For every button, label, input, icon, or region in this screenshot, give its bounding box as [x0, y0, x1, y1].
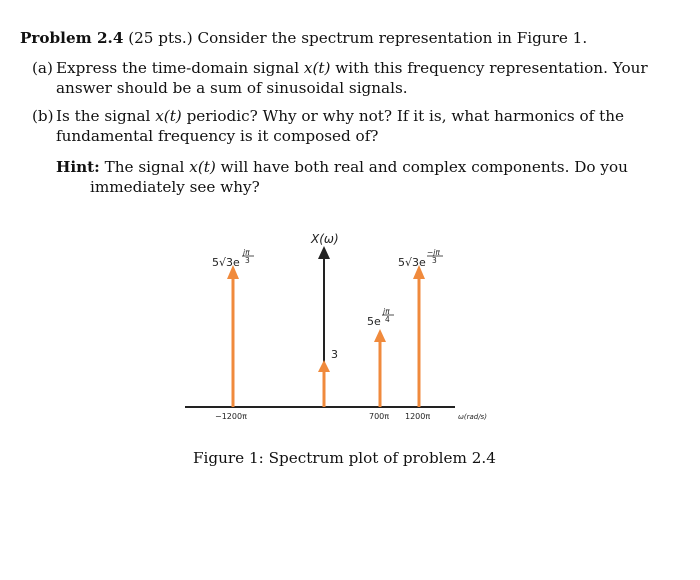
label-dc: 3	[331, 348, 338, 361]
label-1200-den: 3	[432, 256, 437, 265]
part-b-label: (b)	[32, 107, 54, 125]
label-neg1200-exp: jπ	[243, 248, 250, 257]
problem-number: Problem 2.4	[20, 29, 124, 47]
hint-signal: x(t)	[189, 158, 216, 176]
tick-neg1200: −1200π	[215, 412, 247, 421]
part-b-text-post: periodic? Why or why not? If it is, what harmonics of the fundamental frequency is it composed of?	[56, 107, 625, 145]
label-1200-exp: −jπ	[427, 248, 440, 257]
y-axis-label: X(ω)	[311, 232, 339, 246]
y-axis-arrow-icon	[318, 246, 330, 259]
figure-caption: Figure 1: Spectrum plot of problem 2.4	[193, 449, 496, 467]
tick-700: 700π	[369, 412, 390, 421]
label-neg1200-den: 3	[245, 256, 250, 265]
impulse-dc-arrow-icon	[318, 360, 330, 372]
part-a-label: (a)	[32, 59, 53, 77]
hint-text-pre: The signal	[99, 158, 190, 176]
label-1200-main: 5√3e	[398, 256, 426, 269]
tick-1200: 1200π	[405, 412, 431, 421]
label-700-main: 5e	[367, 315, 381, 328]
part-a-signal: x(t)	[303, 59, 331, 77]
x-axis-label: ω(rad/s)	[458, 413, 487, 421]
hint-label: Hint:	[56, 158, 100, 176]
hint-text-post: will have both real and complex components. Do you immediately see why?	[90, 158, 628, 196]
impulse-700-arrow-icon	[374, 329, 386, 342]
label-700-den: 4	[385, 315, 390, 324]
problem-intro: (25 pts.) Consider the spectrum representation in Figure 1.	[128, 29, 588, 47]
part-b-text-pre: Is the signal	[56, 107, 156, 125]
label-700-exp: jπ	[383, 307, 390, 316]
label-neg1200-main: 5√3e	[212, 256, 240, 269]
part-b-signal: x(t)	[155, 107, 182, 125]
part-a-text-post: with this frequency representation. Your answer should be a sum of sinusoidal signals.	[56, 59, 648, 97]
part-a-text-pre: Express the time-domain signal	[56, 59, 304, 77]
